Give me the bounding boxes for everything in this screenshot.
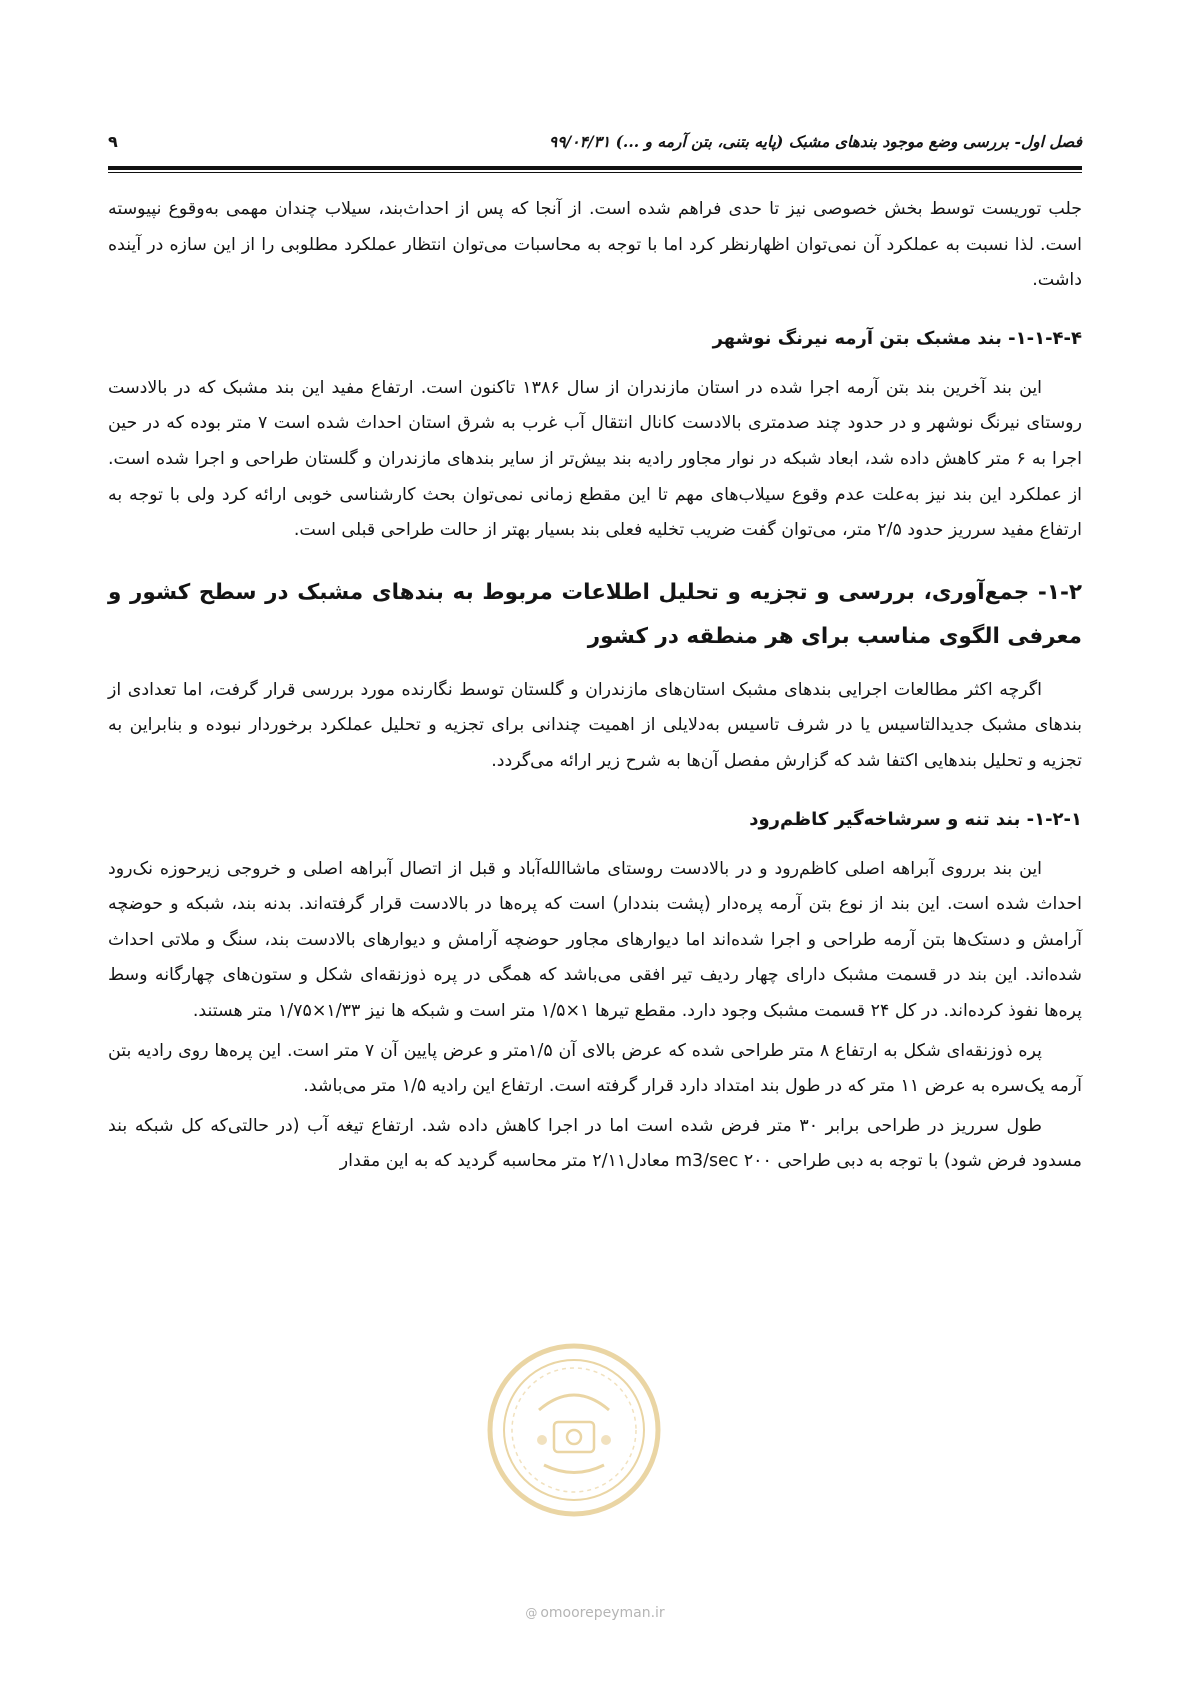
paragraph: این بند آخرین بند بتن آرمه اجرا شده در استان مازندران از سال ۱۳۸۶ تاکنون است. ارتفاع مفید این بند مشبک که در بالادست روستای نیرنگ نوشهر و در حدود چند صدمتری بالادست کانال انتقال آب غرب به شرق استان احداث شده است ۷ متر بوده که در حین اجرا به ۶ متر کاهش داده شد، ابعاد شبکه در نوار مجاور رادیه بند بیش‌تر از سایر بندهای مازندران و گلستان طراحی و اجرا شده است. از عملکرد این بند نیز به‌علت عدم وقوع سیلاب‌های مهم تا این مقطع زمانی نمی‌توان بحث کارشناسی خوبی ارائه کرد ولی با توجه به ارتفاع مفید سرریز حدود ۲/۵ متر، می‌توان گفت ضریب تخلیه فعلی بند بسیار بهتر از حالت طراحی قبلی است. [108,377,1082,541]
footer-website [0,1605,1190,1621]
paragraph: طول سرریز در طراحی برابر ۳۰ متر فرض شده است اما در اجرا کاهش داده شد. ارتفاع تیغه آب (در حالتی‌که کل شبکه بند مسدود فرض شود) با توجه به دبی طراحی m3/sec ۲۰۰ معادل۲/۱۱ متر محاسبه گردید که به این مقدار [108,1115,1082,1172]
main-section-heading: ۱-۲- جمع‌آوری، بررسی و تجزیه و تحلیل اطلاعات مربوط به بندهای مشبک در سطح کشور و معرفی الگوی مناسب برای هر منطقه در کشور [108,579,1082,649]
paragraph: اگرچه اکثر مطالعات اجرایی بندهای مشبک استان‌های مازندران و گلستان توسط نگارنده مورد بررسی قرار گرفت، اما تعدادی از بندهای مشبک جدیدالتاسیس یا در شرف تاسیس به‌دلایلی از اهمیت چندانی برای تجزیه و تحلیل عملکرد برخوردار نبوده و بنابراین به تجزیه و تحلیل بندهایی اکتفا شد که گزارش مفصل آن‌ها به شرح زیر ارائه می‌گردد. [108,679,1082,771]
chapter-title: فصل اول- بررسی وضع موجود بندهای مشبک (پایه بتنی، بتن آرمه و ...) ۹۹/۰۴/۳۱ [548,131,1082,151]
header-rule-thin [108,172,1082,173]
paragraph: پره ذوزنقه‌ای شکل به ارتفاع ۸ متر طراحی شده که عرض بالای آن ۱/۵متر و عرض پایین آن ۷ متر است. این پره‌ها روی رادیه بتن آرمه یک‌سره به عرض ۱۱ متر که در طول بند امتداد دارد قرار گرفته است. ارتفاع این رادیه ۱/۵ متر می‌باشد. [108,1040,1082,1097]
section-heading: ۱-۱-۴-۴- بند مشبک بتن آرمه نیرنگ نوشهر [712,327,1082,349]
paragraph: این بند برروی آبراهه اصلی کاظم‌رود و در بالادست روستای ماشاالله‌آباد و قبل از اتصال آبراهه اصلی و خروجی زیرحوزه نک‌رود احداث شده است. این بند از نوع بتن آرمه پره‌دار (پشت بنددار) است که پره‌ها در بالادست قرار گرفته‌اند. بدنه بند، شبکه و حوضچه آرامش و دستک‌ها بتن آرمه طراحی و اجرا شده‌اند اما دیوارهای مجاور حوضچه آرامش و دیوارهای بالادست بند، سنگ و ملاتی احداث شده‌اند. این بند در قسمت مشبک دارای چهار ردیف تیر افقی می‌باشد که همگی در پره ذوزنقه‌ای شکل و ستون‌های چهارگانه وسط پره‌ها نفوذ کرده‌اند. در کل ۲۴ قسمت مشبک وجود دارد. مقطع تیرها ۱×۱/۵ متر است و شبکه ها نیز ۱/۳۳×۱/۷۵ متر هستند. [108,858,1082,1021]
paragraph: جلب توریست توسط بخش خصوصی نیز تا حدی فراهم شده است. از آنجا که پس از احداث‌بند، سیلاب چندان مهمی به‌وقوع نپیوسته است. لذا نسبت به عملکرد آن نمی‌توان اظهارنظر کرد اما با توجه به محاسبات می‌توان انتظار عملکرد مطلوبی را از این سازه در آینده داشت. [108,199,1082,291]
website-text: omoorepeyman.ir [540,1605,665,1621]
header-rule [108,166,1082,170]
page-number: ۹ [108,131,118,151]
at-sign-icon: @ [525,1606,538,1620]
seal-watermark-icon [484,1340,664,1520]
section-heading: ۱-۲-۱- بند تنه و سرشاخه‌گیر کاظم‌رود [749,808,1082,830]
page-header [108,120,1082,162]
page-body [108,192,1082,1180]
